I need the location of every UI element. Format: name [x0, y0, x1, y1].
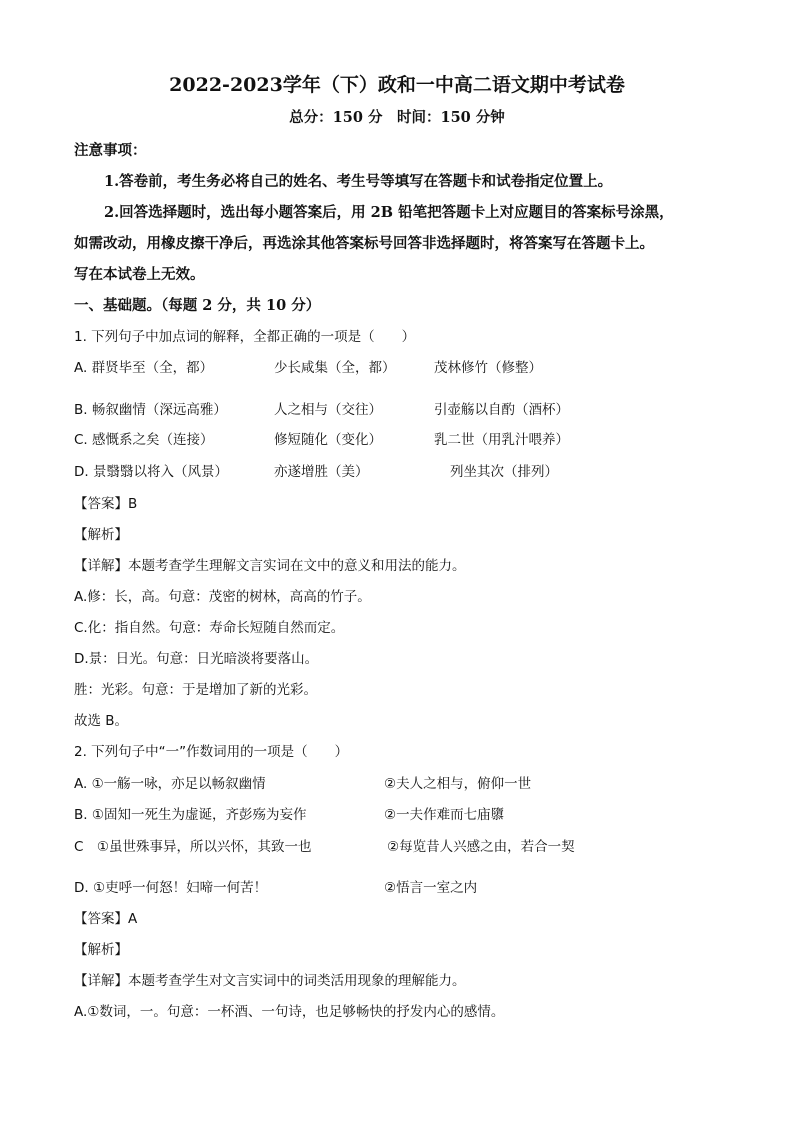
q1-option-d-part-3: 列坐其次（排列）: [450, 464, 558, 480]
q2-option-b-part-2: ②一夫作难而七庙隳: [384, 807, 505, 823]
q1-option-c-part-3: 乳二世（用乳汁喂养）: [434, 432, 569, 448]
q1-option-a-part-2: 少长咸集（全，都）: [274, 360, 396, 376]
q1-option-a-part-1: A. 群贤毕至（全，都）: [74, 360, 214, 376]
q1-option-d-part-1: D. 景翳翳以将入（风景）: [74, 464, 228, 480]
q2-option-b-part-1: B. ①固知一死生为虚诞，齐彭殇为妄作: [74, 807, 307, 823]
q1-conclusion: 故选 B。: [74, 713, 129, 729]
q1-option-b-part-3: 引壶觞以自酌（酒杯）: [434, 402, 569, 418]
q1-explanation-line: 胜：光彩。句意：于是增加了新的光彩。: [74, 682, 317, 698]
q2-option-a-part-1: A. ①一觞一咏，亦足以畅叙幽情: [74, 776, 266, 792]
q1-explanation-line: D.景：日光。句意：日光暗淡将要落山。: [74, 651, 319, 667]
exam-info: 总分：150 分 时间：150 分钟: [289, 109, 505, 126]
note-item-2-line-3: 写在本试卷上无效。: [74, 266, 205, 283]
q2-option-a-part-2: ②夫人之相与，俯仰一世: [384, 776, 532, 792]
q1-explanation-line: C.化：指自然。句意：寿命长短随自然而定。: [74, 620, 345, 636]
q1-stem: 1. 下列句子中加点词的解释，全都正确的一项是（ ）: [74, 329, 416, 345]
q1-detail: 【详解】本题考查学生理解文言实词在文中的意义和用法的能力。: [74, 558, 466, 574]
section-heading: 一、基础题。（每题 2 分，共 10 分）: [74, 297, 321, 314]
q1-option-c-part-1: C. 感慨系之矣（连接）: [74, 432, 214, 448]
note-item-2-line-2: 如需改动，用橡皮擦干净后，再选涂其他答案标号回答非选择题时，将答案写在答题卡上。: [74, 235, 654, 252]
page-title: 2022-2023学年（下）政和一中高二语文期中考试卷: [169, 74, 625, 96]
q1-analysis-label: 【解析】: [74, 527, 128, 543]
q1-option-a-part-3: 茂林修竹（修整）: [434, 360, 542, 376]
q2-analysis-label: 【解析】: [74, 942, 128, 958]
q1-option-b-part-2: 人之相与（交往）: [274, 402, 382, 418]
q2-option-d-part-1: D. ①吏呼一何怒！妇啼一何苦！: [74, 880, 268, 896]
q2-explanation-line: A.①数词，一。句意：一杯酒、一句诗，也足够畅快的抒发内心的感情。: [74, 1004, 505, 1020]
q2-option-c-part-2: ②每览昔人兴感之由，若合一契: [387, 839, 575, 855]
q2-option-c-part-1: C ①虽世殊事异，所以兴怀，其致一也: [74, 839, 312, 855]
note-item-1: 1.答卷前，考生务必将自己的姓名、考生号等填写在答题卡和试卷指定位置上。: [104, 173, 613, 190]
q1-option-d-part-2: 亦遂增胜（美）: [274, 464, 369, 480]
notes-heading: 注意事项：: [74, 142, 147, 159]
q1-explanation-line: A.修：长，高。句意：茂密的树林，高高的竹子。: [74, 589, 371, 605]
q2-detail: 【详解】本题考查学生对文言实词中的词类活用现象的理解能力。: [74, 973, 466, 989]
q2-stem: 2. 下列句子中“一”作数词用的一项是（ ）: [74, 744, 349, 760]
q1-option-b-part-1: B. 畅叙幽情（深远高雅）: [74, 402, 227, 418]
q2-answer: 【答案】A: [74, 911, 138, 927]
q2-option-d-part-2: ②悟言一室之内: [384, 880, 478, 896]
q1-option-c-part-2: 修短随化（变化）: [274, 432, 382, 448]
note-item-2-line-1: 2.回答选择题时，选出每小题答案后，用 2B 铅笔把答题卡上对应题目的答案标号涂黑，: [104, 204, 674, 221]
q1-answer: 【答案】B: [74, 496, 138, 512]
